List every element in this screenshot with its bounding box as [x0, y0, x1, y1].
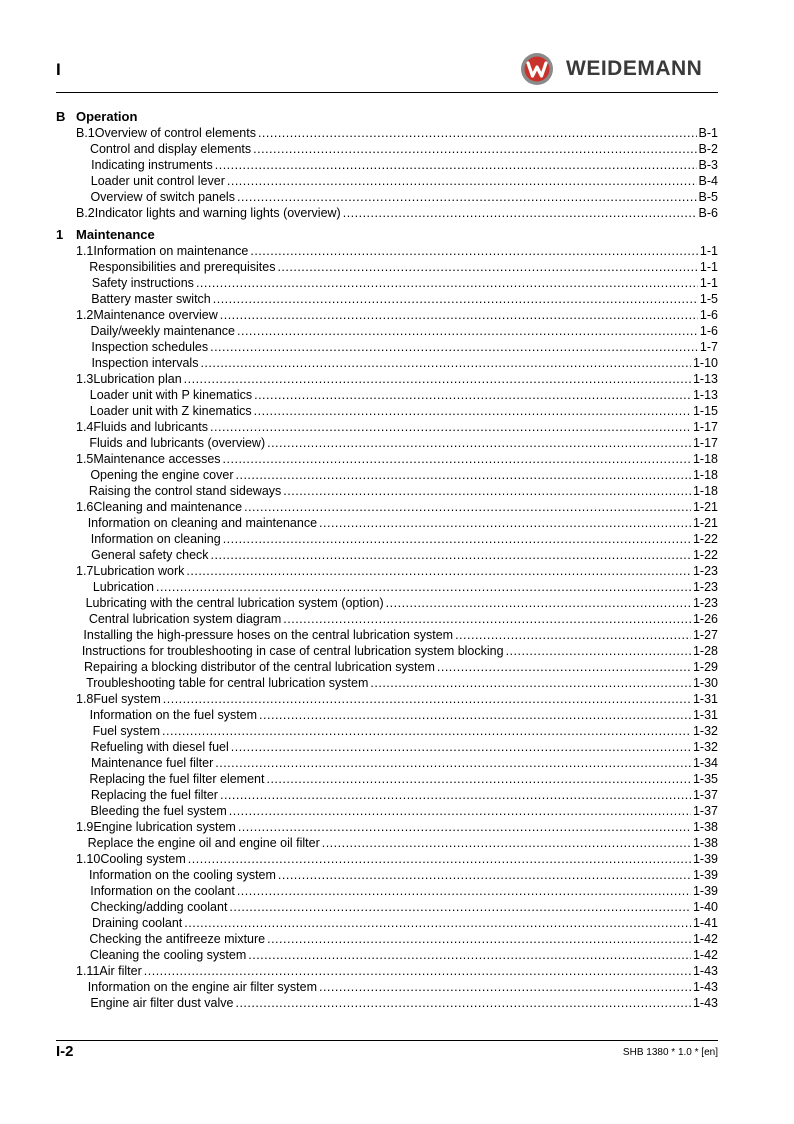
toc-entry-page: 1-31 [692, 708, 718, 722]
toc-entry[interactable] [56, 883, 718, 899]
toc-entry[interactable] [56, 387, 718, 403]
toc-entry-title: Lubricating with the central lubrication system (option) [85, 596, 384, 610]
toc-entry[interactable] [56, 323, 718, 339]
toc-entry[interactable] [56, 643, 718, 659]
table-of-contents [56, 109, 718, 1011]
toc-entry[interactable] [56, 173, 718, 189]
toc-dot-leader [343, 205, 697, 221]
toc-dot-leader [200, 355, 691, 371]
toc-entry-title: Checking/adding coolant [90, 900, 228, 914]
toc-dot-leader [250, 243, 698, 259]
toc-entry-page: 1-42 [692, 932, 718, 946]
toc-entry-page: 1-29 [692, 660, 718, 674]
toc-entry[interactable] [56, 307, 718, 323]
toc-dot-leader [156, 579, 691, 595]
toc-dot-leader [248, 947, 691, 963]
toc-dot-leader [253, 141, 696, 157]
toc-entry[interactable] [56, 125, 718, 141]
toc-entry-title: Opening the engine cover [90, 468, 234, 482]
toc-dot-leader [162, 723, 691, 739]
toc-entry-number: B.2 [76, 206, 95, 220]
toc-entry-page: 1-32 [692, 740, 718, 754]
toc-dot-leader [283, 611, 691, 627]
toc-entry-title: Fuel system [93, 692, 161, 706]
toc-entry[interactable] [56, 339, 718, 355]
toc-entry-number: 1.10 [76, 852, 101, 866]
toc-entry[interactable] [56, 611, 718, 627]
toc-entry[interactable] [56, 499, 718, 515]
toc-entry[interactable] [56, 899, 718, 915]
toc-dot-leader [188, 851, 691, 867]
toc-entry[interactable] [56, 851, 718, 867]
toc-entry-title: Installing the high-pressure hoses on the central lubrication system [83, 628, 454, 642]
toc-entry-page: 1-37 [692, 788, 718, 802]
toc-entry[interactable] [56, 467, 718, 483]
toc-entry-number: 1.8 [76, 692, 94, 706]
toc-entry-page: 1-39 [692, 884, 718, 898]
toc-dot-leader [238, 819, 691, 835]
toc-entry-page: 1-17 [692, 420, 718, 434]
toc-dot-leader [186, 563, 691, 579]
footer-rule [56, 1040, 718, 1041]
toc-entry[interactable] [56, 867, 718, 883]
toc-entry[interactable] [56, 275, 718, 291]
toc-dot-leader [267, 931, 691, 947]
toc-entry-page: B-6 [698, 206, 718, 220]
toc-entry-page: 1-23 [692, 580, 718, 594]
toc-entry-page: 1-38 [692, 836, 718, 850]
toc-dot-leader [370, 675, 691, 691]
toc-entry-page: 1-18 [692, 484, 718, 498]
toc-entry-page: 1-35 [692, 772, 718, 786]
toc-entry-number: 1.9 [76, 820, 94, 834]
toc-dot-leader [506, 643, 691, 659]
toc-entry[interactable] [56, 659, 718, 675]
toc-entry-title: Central lubrication system diagram [88, 612, 282, 626]
toc-entry-title: Information on the coolant [90, 884, 235, 898]
toc-entry-number: 1.2 [76, 308, 94, 322]
toc-entry-number: 1.1 [76, 244, 94, 258]
toc-entry-title: Fuel system [92, 724, 161, 738]
toc-entry-page: 1-39 [692, 852, 718, 866]
toc-entry[interactable] [56, 995, 718, 1011]
footer-doc-code: SHB 1380 * 1.0 * [en] [622, 1047, 718, 1058]
toc-dot-leader [215, 755, 691, 771]
toc-entry-page: 1-21 [692, 500, 718, 514]
toc-entry-title: Cleaning the cooling system [89, 948, 247, 962]
toc-dot-leader [211, 547, 691, 563]
toc-entry[interactable] [56, 259, 718, 275]
toc-entry-page: 1-6 [699, 324, 718, 338]
toc-entry-title: Engine air filter dust valve [90, 996, 234, 1010]
toc-entry-page: 1-41 [692, 916, 718, 930]
toc-dot-leader [259, 707, 691, 723]
toc-entry-number: 1.3 [76, 372, 94, 386]
toc-entry-title: Lubrication work [93, 564, 185, 578]
toc-entry[interactable] [56, 755, 718, 771]
toc-entry-page: 1-21 [692, 516, 718, 530]
toc-section-title: Maintenance [76, 227, 155, 242]
toc-entry-page: 1-42 [692, 948, 718, 962]
toc-entry-title: Inspection schedules [91, 340, 209, 354]
toc-entry-page: 1-27 [692, 628, 718, 642]
toc-entry-page: 1-26 [692, 612, 718, 626]
toc-entry-title: Information on the cooling system [89, 868, 276, 882]
toc-entry-title: Troubleshooting table for central lubrication system [86, 676, 369, 690]
toc-dot-leader [184, 915, 691, 931]
toc-entry[interactable] [56, 531, 718, 547]
toc-section-title: Operation [76, 109, 138, 124]
toc-entry-page: B-2 [698, 142, 718, 156]
toc-dot-leader [220, 787, 691, 803]
toc-dot-leader [223, 451, 691, 467]
toc-entry-page: 1-28 [692, 644, 718, 658]
toc-entry[interactable] [56, 915, 718, 931]
toc-entry[interactable] [56, 157, 718, 173]
toc-dot-leader [244, 499, 691, 515]
toc-entry-title: Overview of switch panels [90, 190, 235, 204]
toc-dot-leader [237, 323, 698, 339]
toc-entry-page: 1-18 [692, 468, 718, 482]
toc-section-number: B [56, 109, 66, 124]
toc-entry-number: 1.11 [76, 964, 100, 978]
toc-entry-number: 1.6 [76, 500, 94, 514]
toc-entry[interactable] [56, 355, 718, 371]
toc-entry-page: 1-6 [699, 308, 718, 322]
toc-entry[interactable] [56, 979, 718, 995]
toc-entry-page: 1-32 [692, 724, 718, 738]
toc-dot-leader [237, 189, 697, 205]
toc-dot-leader [266, 771, 691, 787]
toc-entry-page: 1-40 [692, 900, 718, 914]
toc-entry[interactable] [56, 787, 718, 803]
toc-dot-leader [229, 803, 691, 819]
toc-entry-title: Lubrication [92, 580, 154, 594]
toc-dot-leader [231, 739, 691, 755]
toc-entry[interactable] [56, 707, 718, 723]
toc-entry-page: 1-38 [692, 820, 718, 834]
toc-entry[interactable] [56, 189, 718, 205]
toc-entry-title: Loader unit with Z kinematics [89, 404, 252, 418]
toc-entry-title: Information on cleaning and maintenance [87, 516, 318, 530]
toc-entry-title: Repairing a blocking distributor of the central lubrication system [84, 660, 435, 674]
toc-section-number: 1 [56, 227, 64, 242]
toc-dot-leader [227, 173, 697, 189]
toc-dot-leader [254, 387, 691, 403]
toc-dot-leader [386, 595, 691, 611]
toc-entry-page: 1-1 [699, 276, 718, 290]
toc-entry[interactable] [56, 403, 718, 419]
toc-entry[interactable] [56, 419, 718, 435]
toc-entry[interactable] [56, 579, 718, 595]
toc-entry[interactable] [56, 547, 718, 563]
toc-entry-page: 1-43 [692, 996, 718, 1010]
toc-entry-page: 1-34 [692, 756, 718, 770]
weidemann-w-icon [520, 52, 554, 86]
toc-entry[interactable] [56, 435, 718, 451]
toc-entry-title: Daily/weekly maintenance [90, 324, 236, 338]
toc-entry-title: General safety check [91, 548, 209, 562]
toc-dot-leader [144, 963, 691, 979]
toc-entry-title: Fluids and lubricants [93, 420, 209, 434]
toc-entry-page: 1-5 [699, 292, 718, 306]
toc-entry-page: 1-43 [692, 964, 718, 978]
toc-entry-title: Control and display elements [89, 142, 252, 156]
toc-entry-page: 1-17 [692, 436, 718, 450]
toc-dot-leader [258, 125, 697, 141]
toc-entry-number: 1.7 [76, 564, 94, 578]
toc-dot-leader [322, 835, 691, 851]
toc-entry-title: Overview of control elements [94, 126, 256, 140]
toc-entry[interactable] [56, 291, 718, 307]
toc-entry-page: 1-37 [692, 804, 718, 818]
header-rule [56, 92, 718, 93]
toc-entry[interactable] [56, 563, 718, 579]
toc-entry-page: 1-1 [699, 244, 718, 258]
toc-dot-leader [237, 883, 691, 899]
toc-dot-leader [236, 467, 691, 483]
toc-entry[interactable] [56, 515, 718, 531]
toc-dot-leader [235, 995, 691, 1011]
toc-entry[interactable] [56, 141, 718, 157]
toc-entry[interactable] [56, 723, 718, 739]
toc-entry-title: Maintenance fuel filter [90, 756, 214, 770]
toc-section-heading [56, 109, 718, 125]
toc-dot-leader [278, 867, 691, 883]
toc-dot-leader [283, 483, 691, 499]
toc-entry-title: Safety instructions [91, 276, 194, 290]
toc-dot-leader [196, 275, 698, 291]
toc-dot-leader [210, 339, 698, 355]
toc-dot-leader [220, 307, 698, 323]
toc-entry-title: Indicating instruments [91, 158, 213, 172]
toc-entry[interactable] [56, 803, 718, 819]
toc-entry-page: 1-43 [692, 980, 718, 994]
toc-entry-title: Maintenance accesses [93, 452, 221, 466]
toc-entry-title: Instructions for troubleshooting in case of central lubrication system blocking [81, 644, 504, 658]
toc-entry-page: B-1 [698, 126, 718, 140]
toc-entry[interactable] [56, 963, 718, 979]
toc-entry-page: 1-22 [692, 548, 718, 562]
toc-dot-leader [213, 291, 698, 307]
brand-name: WEIDEMANN [566, 57, 703, 80]
toc-dot-leader [215, 157, 697, 173]
toc-entry-page: B-5 [698, 190, 718, 204]
toc-entry-title: Replace the engine oil and engine oil filter [87, 836, 320, 850]
toc-entry-title: Loader unit control lever [90, 174, 225, 188]
toc-entry-title: Information on cleaning [90, 532, 221, 546]
toc-entry-title: Refueling with diesel fuel [90, 740, 229, 754]
toc-entry-title: Responsibilities and prerequisites [89, 260, 276, 274]
toc-section-heading [56, 227, 718, 243]
toc-entry-page: 1-30 [692, 676, 718, 690]
toc-entry-title: Lubrication plan [93, 372, 182, 386]
toc-entry-title: Air filter [99, 964, 142, 978]
toc-entry-title: Cooling system [100, 852, 186, 866]
toc-dot-leader [184, 371, 691, 387]
toc-dot-leader [163, 691, 691, 707]
toc-entry[interactable] [56, 947, 718, 963]
toc-entry-page: 1-23 [692, 596, 718, 610]
toc-entry-page: 1-1 [699, 260, 718, 274]
toc-entry-title: Draining coolant [91, 916, 183, 930]
toc-entry-page: 1-22 [692, 532, 718, 546]
toc-entry-page: 1-10 [692, 356, 718, 370]
toc-entry-page: 1-31 [692, 692, 718, 706]
toc-entry-number: 1.4 [76, 420, 94, 434]
toc-dot-leader [267, 435, 691, 451]
toc-entry-title: Checking the antifreeze mixture [89, 932, 266, 946]
toc-dot-leader [277, 259, 697, 275]
toc-entry-number: B.1 [76, 126, 95, 140]
toc-entry-title: Cleaning and maintenance [93, 500, 243, 514]
toc-entry[interactable] [56, 371, 718, 387]
toc-entry[interactable] [56, 205, 718, 221]
toc-entry[interactable] [56, 595, 718, 611]
toc-entry[interactable] [56, 243, 718, 259]
toc-entry[interactable] [56, 627, 718, 643]
toc-entry-page: B-3 [698, 158, 718, 172]
toc-entry[interactable] [56, 483, 718, 499]
toc-dot-leader [223, 531, 691, 547]
toc-entry-title: Information on the fuel system [89, 708, 258, 722]
toc-entry-title: Fluids and lubricants (overview) [89, 436, 266, 450]
toc-entry-title: Maintenance overview [93, 308, 218, 322]
toc-entry-title: Information on maintenance [93, 244, 249, 258]
toc-dot-leader [319, 515, 691, 531]
toc-dot-leader [455, 627, 691, 643]
toc-dot-leader [210, 419, 691, 435]
toc-entry[interactable] [56, 835, 718, 851]
toc-entry-page: 1-15 [692, 404, 718, 418]
toc-entry-page: 1-13 [692, 372, 718, 386]
toc-entry-page: 1-13 [692, 388, 718, 402]
toc-entry[interactable] [56, 691, 718, 707]
toc-entry-page: 1-39 [692, 868, 718, 882]
toc-entry-title: Indicator lights and warning lights (overview) [94, 206, 341, 220]
toc-entry-title: Inspection intervals [91, 356, 199, 370]
toc-entry[interactable] [56, 675, 718, 691]
toc-entry-page: 1-23 [692, 564, 718, 578]
toc-dot-leader [437, 659, 691, 675]
toc-entry[interactable] [56, 739, 718, 755]
toc-entry-title: Replacing the fuel filter element [89, 772, 265, 786]
toc-entry[interactable] [56, 819, 718, 835]
toc-entry-page: 1-7 [699, 340, 718, 354]
toc-entry-title: Bleeding the fuel system [90, 804, 227, 818]
toc-entry-number: 1.5 [76, 452, 94, 466]
toc-entry-page: 1-18 [692, 452, 718, 466]
toc-entry-page: B-4 [698, 174, 718, 188]
footer-page-number: I-2 [56, 1043, 74, 1060]
toc-dot-leader [229, 899, 691, 915]
toc-dot-leader [319, 979, 691, 995]
toc-entry-title: Engine lubrication system [93, 820, 236, 834]
header-section-letter: I [56, 60, 61, 79]
toc-entry[interactable] [56, 931, 718, 947]
toc-entry-title: Battery master switch [91, 292, 211, 306]
toc-entry[interactable] [56, 451, 718, 467]
toc-entry-title: Information on the engine air filter system [87, 980, 317, 994]
toc-entry[interactable] [56, 771, 718, 787]
brand-logo [520, 52, 702, 86]
toc-dot-leader [254, 403, 691, 419]
toc-entry-title: Loader unit with P kinematics [89, 388, 253, 402]
toc-entry-title: Replacing the fuel filter [90, 788, 218, 802]
toc-entry-title: Raising the control stand sideways [88, 484, 282, 498]
